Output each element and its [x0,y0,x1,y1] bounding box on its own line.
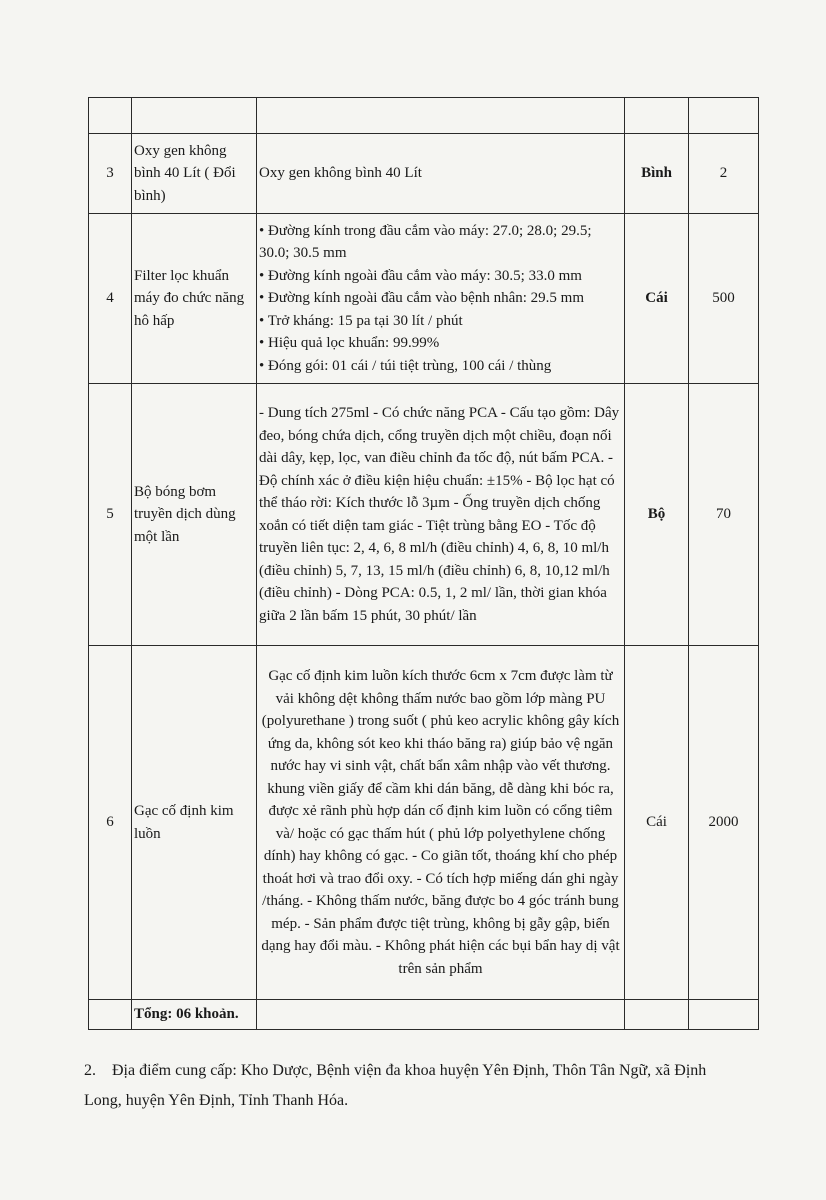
desc-line: • Đường kính ngoài đầu cắm vào máy: 30.5; 33.0 mm [259,267,582,284]
delivery-location [84,1056,744,1116]
cell-unit: Cái [625,646,689,1000]
table-row [89,214,759,384]
cell-unit [625,98,689,134]
cell-desc [257,98,625,134]
cell-desc [257,646,625,1000]
total-label: Tổng: 06 khoản. [132,1000,257,1030]
cell-desc [257,1000,625,1030]
cell-name: Filter lọc khuẩn máy đo chức năng hô hấp [132,214,257,384]
cell-qty [689,1000,759,1030]
cell-unit: Bình [625,134,689,214]
table-row-total [89,1000,759,1030]
desc-line: • Đóng gói: 01 cái / túi tiệt trùng, 100 cái / thùng [259,357,552,374]
cell-qty: 2 [689,134,759,214]
cell-desc [257,214,625,384]
cell-stt [89,98,132,134]
cell-unit: Cái [625,214,689,384]
table-row [89,134,759,214]
cell-qty: 70 [689,384,759,646]
desc-line: • Đường kính trong đầu cắm vào máy: 27.0; 28.0; 29.5; 30.0; 30.5 mm [259,222,592,262]
cell-name [132,98,257,134]
cell-stt: 5 [89,384,132,646]
cell-name: Bộ bóng bơm truyền dịch dùng một lần [132,384,257,646]
cell-stt: 3 [89,134,132,214]
cell-stt: 4 [89,214,132,384]
cell-stt: 6 [89,646,132,1000]
table-row [89,646,759,1000]
cell-stt [89,1000,132,1030]
cell-unit: Bộ [625,384,689,646]
desc-line: - Dung tích 275ml - Có chức năng PCA - Cấu tạo gồm: Dây đeo, bóng chứa dịch, cổng truyền dịch một chiều, đoạn nối dài dây, kẹp, lọc, van điều chỉnh đa tốc độ, nút bấm PCA. - Độ chính xác ở điều kiện hiệu chuẩn: ±15% - Bộ lọc hạt có thể tháo rời: Kích thước lỗ 3µm - Ống truyền dịch chống xoắn có tiết diện tam giác - Tiệt trùng bằng EO - Tốc độ truyền liên tục: 2, 4, 6, 8 ml/h (điều chỉnh) 4, 6, 8, 10 ml/h (điều chỉnh) 5, 7, 13, 15 ml/h (điều chỉnh) 6, 8, 10,12 ml/h (điều chỉnh) - Dòng PCA: 0.5, 1, 2 ml/ lần, thời gian khóa giữa 2 lần bấm 15 phút, 30 phút/ lần [259,405,620,624]
cell-unit [625,1000,689,1030]
table-row-blank [89,98,759,134]
desc-line: • Trở kháng: 15 pa tại 30 lít / phút [259,312,463,329]
cell-name: Oxy gen không bình 40 Lít ( Đổi bình) [132,134,257,214]
desc-line: Oxy gen không bình 40 Lít [259,165,422,182]
desc-line: • Hiệu quả lọc khuẩn: 99.99% [259,335,440,352]
supply-table [88,97,759,1030]
delivery-location-text: Địa điểm cung cấp: Kho Dược, Bệnh viện đa khoa huyện Yên Định, Thôn Tân Ngữ, xã Định Long, huyện Yên Định, Tỉnh Thanh Hóa. [84,1062,707,1109]
cell-desc [257,384,625,646]
cell-qty [689,98,759,134]
desc-line: • Đường kính ngoài đầu cắm vào bệnh nhân: 29.5 mm [259,290,585,307]
cell-qty: 2000 [689,646,759,1000]
cell-name: Gạc cố định kim luồn [132,646,257,1000]
table-row [89,384,759,646]
desc-line: Gạc cố định kim luồn kích thước 6cm x 7cm được làm từ vải không dệt không thấm nước bao gồm lớp màng PU (polyurethane ) trong suốt ( phủ keo acrylic không gây kích ứng da, không sót keo khi tháo băng ra) giúp bảo vệ ngăn nước hay vi sinh vật, chất bẩn xâm nhập vào vết thương. khung viền giấy để cầm khi dán băng, dễ dàng khi bóc ra, được xẻ rãnh phù hợp dán cố định kim luồn có cổng tiêm và/ hoặc có gạc thấm hút ( phủ lớp polyethylene chống dính) hay không có gạc. - Co giãn tốt, thoáng khí cho phép thoát hơi và trao đổi oxy. - Có tích hợp miếng dán ghi ngày /tháng. - Không thấm nước, băng được bo 4 góc tránh bung mép. - Sản phẩm được tiệt trùng, không bị gẫy gập, biến dạng hay đổi màu. - Không phát hiện các bụi bẩn hay dị vật trên sản phẩm [261,668,620,977]
cell-desc [257,134,625,214]
item-number: 2. [84,1062,96,1079]
cell-qty: 500 [689,214,759,384]
